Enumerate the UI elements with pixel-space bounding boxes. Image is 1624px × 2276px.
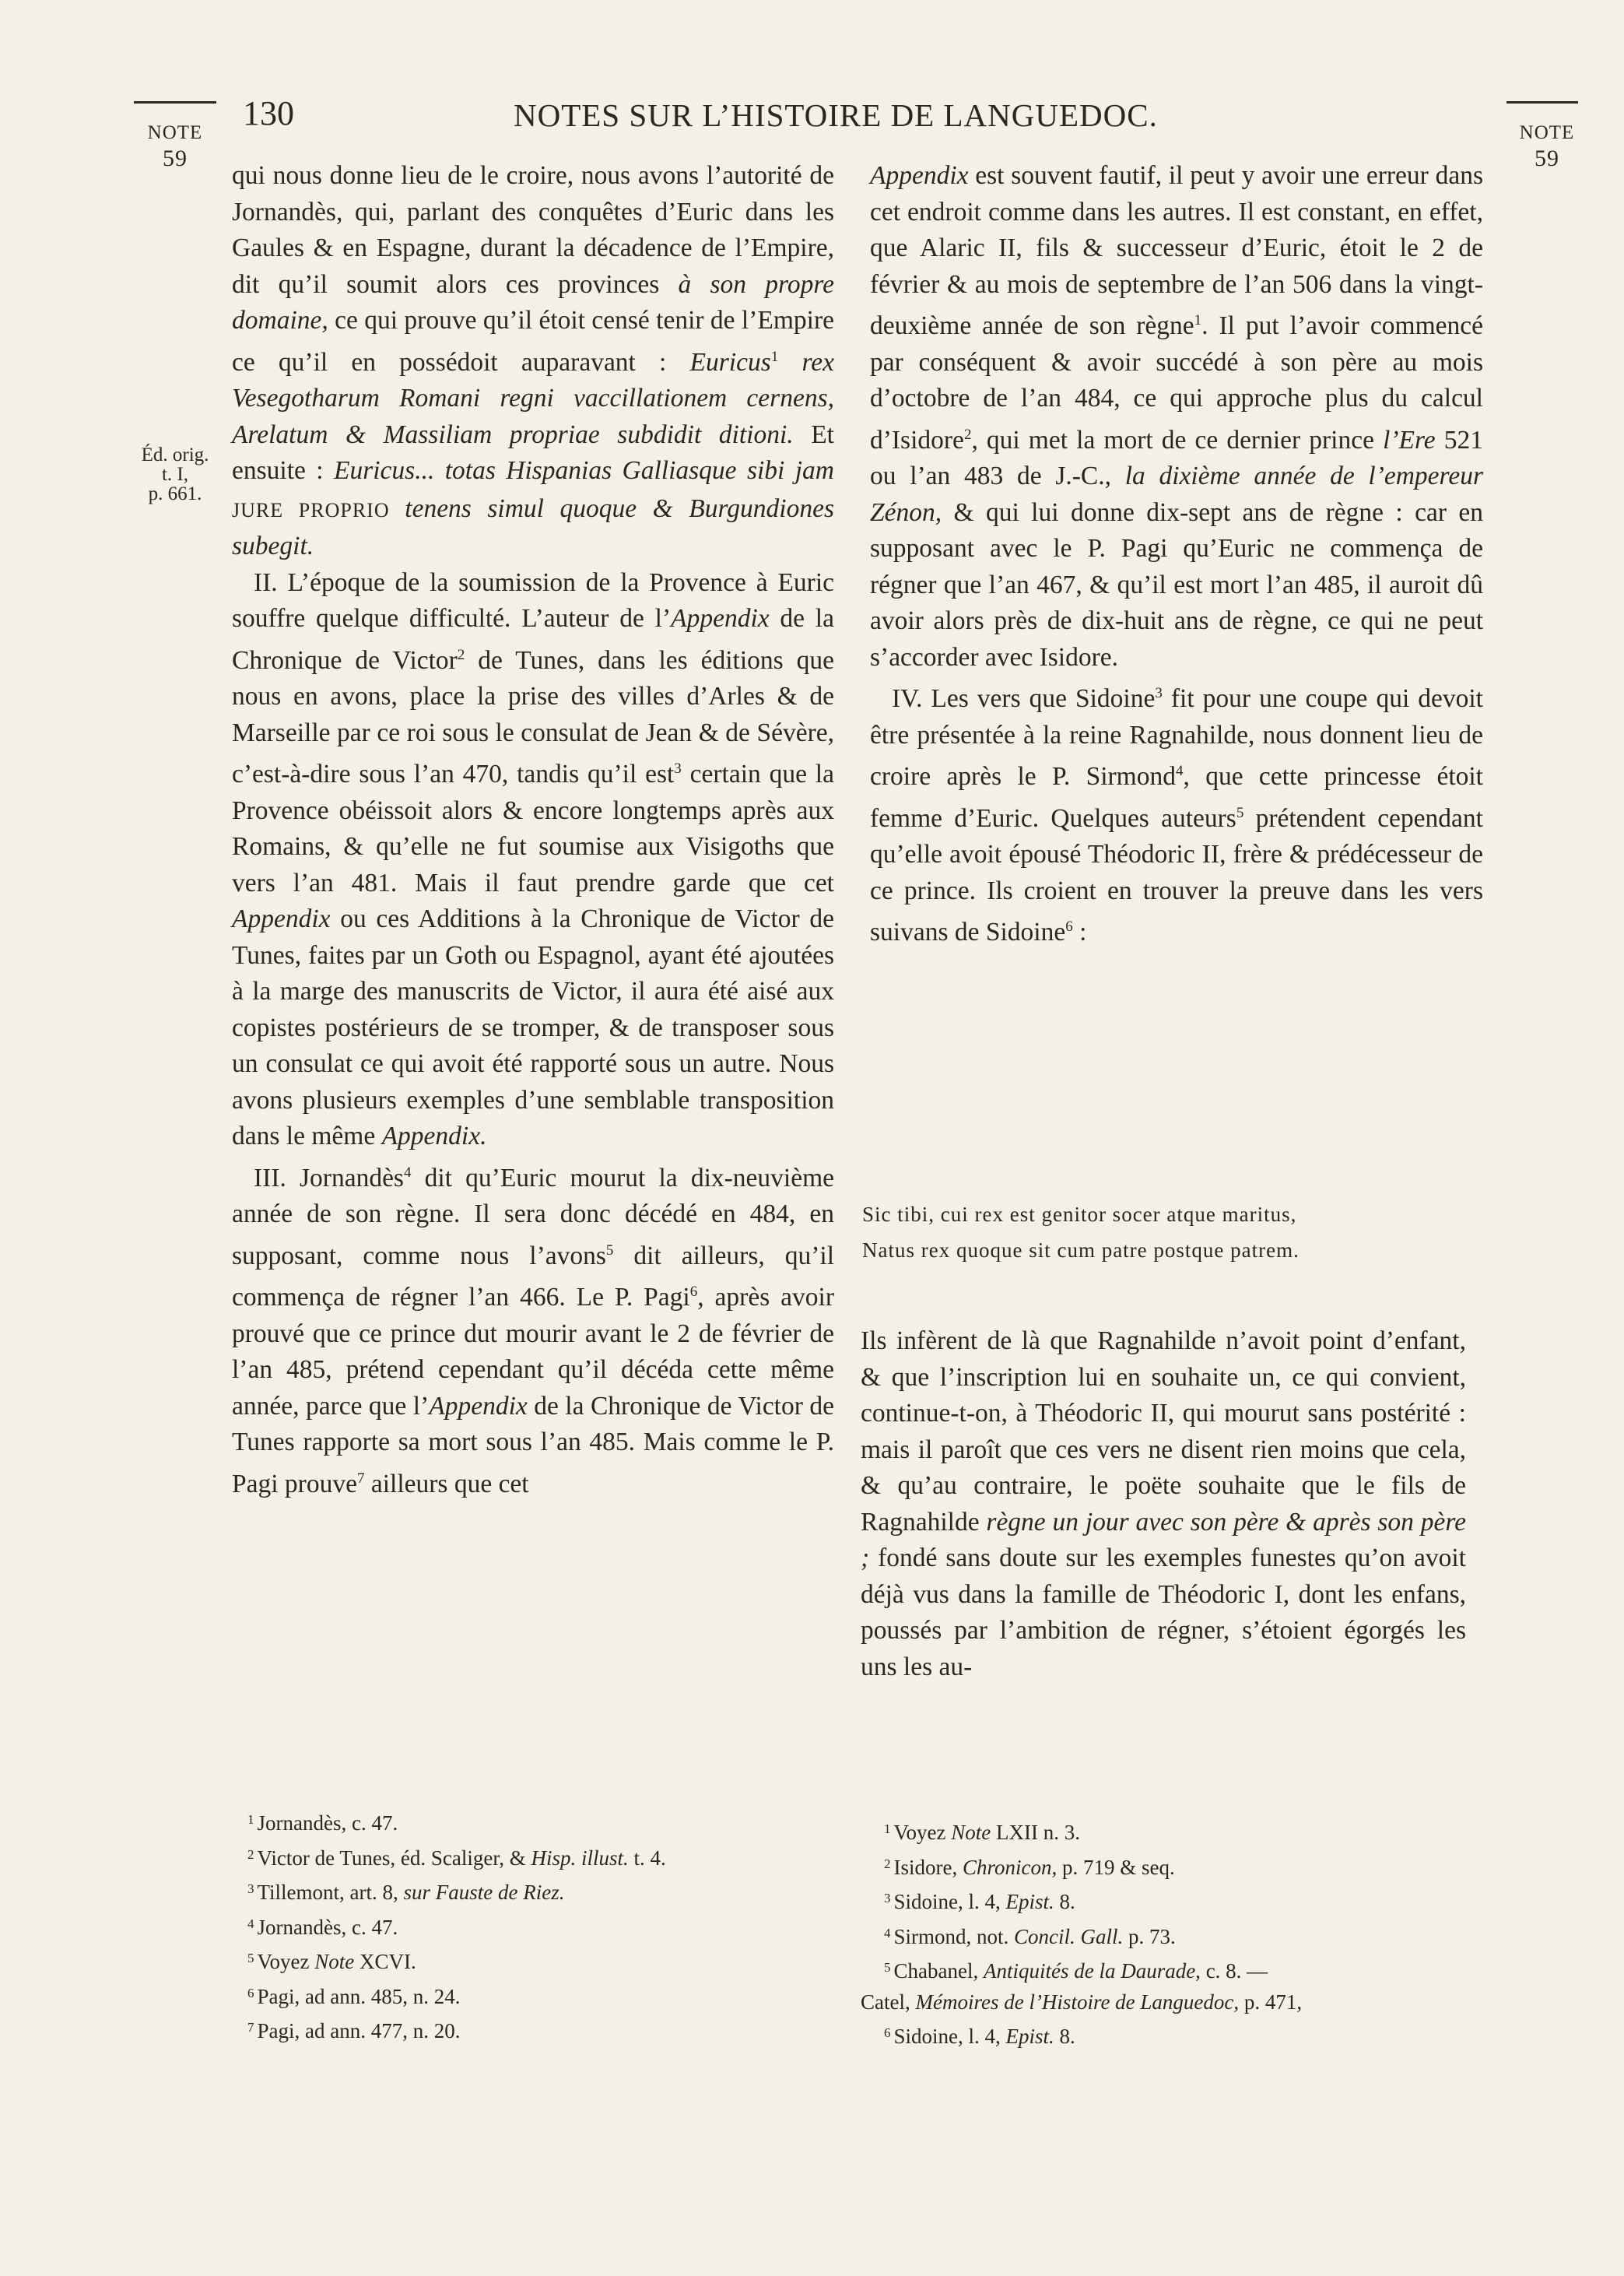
text-span: Hisp. illust. (531, 1846, 629, 1870)
text-span: : (1072, 918, 1087, 947)
footnote-ref: 1 (1194, 312, 1202, 328)
text-span: Epist. (1005, 2025, 1054, 2048)
text-span: p. 471, (1239, 1990, 1303, 2014)
footnote (247, 2012, 839, 2047)
text-span: Catel, (861, 1990, 916, 2014)
text-span: Chabanel, (893, 1959, 984, 1983)
text-span: Isidore, (893, 1855, 963, 1879)
footnote (861, 1918, 1483, 1953)
footnote (247, 1943, 839, 1978)
text-span: Euricus... totas Hispanias Galliasque sibi jam (333, 456, 834, 485)
footnote-ref: 6 (689, 1284, 698, 1300)
text-span: rex Vesegotharum Romani regni vaccillationem cernens, Arelatum & Massiliam propriae subdidit ditioni. (232, 347, 834, 449)
text-span: Note (314, 1950, 355, 1973)
right-paragraph-2 (870, 676, 1483, 951)
footnote-number: 1 (247, 1812, 254, 1827)
text-span: est souvent fautif, il peut y avoir une erreur dans cet endroit comme dans les autres. Il est constant, en effet, que Alaric II, fils & successeur d’Euric, étoit le 2 de février & au mois de septembre de l’an 506 dans la vingt-deuxième année de son règne (870, 161, 1483, 340)
edition-reference-line3: p. 661. (148, 483, 202, 504)
note-label-left (134, 123, 216, 170)
text-span: Note (951, 1821, 991, 1844)
text-span: tenens simul quoque & Burgundiones subegit. (232, 493, 834, 560)
footnote (247, 1978, 839, 2013)
footnote-ref: 3 (1155, 685, 1163, 701)
footnote-number: 3 (247, 1881, 254, 1896)
verse-line: Natus rex quoque sit cum patre postque patrem. (862, 1238, 1300, 1262)
text-span: prétendent cependant qu’elle avoit épousé Théodoric II, frère & prédécesseur de ce prince. Ils croient en trouver la preuve dans les vers suivans de Sidoine (870, 803, 1483, 947)
text-span: Appendix (671, 604, 770, 633)
footnote-ref: 4 (1176, 763, 1184, 779)
text-span: LXII n. 3. (991, 1821, 1080, 1844)
text-span: de la Chronique de Victor de Tunes rapporte sa mort sous l’an 485. Mais comme le P. Pagi prouve (232, 1391, 834, 1498)
text-span: ou ces Additions à la Chronique de Victor de Tunes, faites par un Goth ou Espagnol, ayant été ajoutées à la marge des manuscrits de Victor, il aura été aisé aux copistes postérieurs de se tromper, & de transposer sous un consulat ce qui avoit été rapporté sous un autre. Nous avons plusieurs exemples d’une semblable transposition dans le même (232, 904, 834, 1150)
left-column (232, 158, 834, 1502)
footnote (247, 1874, 839, 1909)
text-span: certain que la Provence obéissoit alors & encore longtemps après aux Romains, & qu’elle ne fut soumise aux Visigoths que vers l’an 481. Mais il faut prendre garde que cet (232, 760, 834, 897)
text-span: , que cette princesse étoit femme d’Euric. Quelques auteurs (870, 762, 1483, 833)
text-span: IV. Les vers que Sidoine (892, 684, 1156, 713)
text-span: à son propre domaine, (232, 269, 834, 335)
left-paragraph-1 (232, 158, 834, 565)
text-span: , qui met la mort de ce dernier prince (971, 425, 1384, 455)
footnote-ref: 7 (356, 1470, 365, 1487)
text-span: dit ailleurs, qu’il commença de régner l’an 466. Le P. Pagi (232, 1241, 834, 1312)
footnote-ref: 3 (674, 760, 682, 777)
text-span: Tillemont, art. 8, (257, 1881, 404, 1904)
text-span: Appendix. (381, 1122, 487, 1150)
text-span: dit qu’Euric mourut la dix-neuvième année de son règne. Il sera donc décédé en 484, en supposant, comme nous l’avons (232, 1163, 835, 1270)
edition-reference-line2: t. I, (161, 464, 189, 485)
text-span: Voyez (257, 1950, 315, 1973)
footnote-number: 3 (884, 1891, 891, 1905)
text-span: Jornandès, c. 47. (257, 1811, 398, 1835)
text-span: Appendix (429, 1391, 528, 1421)
text-span: t. 4. (628, 1846, 666, 1870)
text-span: Et ensuite : (232, 420, 834, 485)
footnote-number: 2 (884, 1856, 891, 1871)
text-span: p. 73. (1123, 1924, 1176, 1948)
text-span: Sidoine, l. 4, (893, 2025, 1006, 2048)
right-paragraph-3 (861, 1323, 1466, 1685)
text-span: 8. (1054, 2025, 1075, 2048)
text-span: Concil. Gall. (1014, 1924, 1124, 1948)
footnote-ref: 1 (770, 348, 779, 365)
footnote (861, 1883, 1483, 1918)
text-span: Euricus (689, 347, 771, 377)
left-paragraph-2 (232, 565, 834, 1155)
footnote (247, 1909, 839, 1944)
footnote-number: 5 (247, 1951, 254, 1965)
text-span: . Il put l’avoir commencé par conséquent & avoir succédé à son père au mois d’octobre de l’an 484, ce qui approche plus du calcul d’Isidore (870, 311, 1483, 455)
text-span: p. 719 & seq. (1057, 1855, 1175, 1879)
text-span: 8. (1054, 1890, 1075, 1913)
text-span: règne un jour avec son père & après son père ; (861, 1507, 1466, 1572)
text-span: de la Chronique de Victor (232, 604, 834, 675)
text-span: , après avoir prouvé que ce prince dut mourir avant le 2 de février de l’an 485, prétend cependant qu’il décéda cette même année, parce que l’ (232, 1283, 835, 1421)
text-span: qui nous donne lieu de le croire, nous avons l’autorité de Jornandès, qui, parlant des conquêtes d’Euric dans les Gaules & en Espagne, durant la décadence de l’Empire, dit qu’il soumit alors ces provinces (232, 161, 834, 299)
edition-reference (125, 445, 226, 504)
text-span: Voyez (893, 1821, 952, 1844)
footnote-number: 4 (884, 1925, 891, 1941)
text-span: 521 ou l’an 483 de J.-C., (870, 425, 1483, 490)
header-rule-left (134, 101, 216, 104)
text-span: de Tunes, dans les éditions que nous en avons, place la prise des villes d’Arles & de Marseille par ce roi sous le consulat de Jean & de Sévère, c’est-à-dire sous l’an 470, tandis qu’il est (232, 645, 834, 789)
text-span: Chronicon, (962, 1855, 1058, 1879)
right-column-bottom (861, 1323, 1466, 1685)
footnote-continuation (861, 1987, 1483, 2018)
text-span: Victor de Tunes, éd. Scaliger, & (257, 1846, 531, 1870)
text-span: XCVI. (354, 1950, 416, 1973)
text-span: Jornandès, c. 47. (257, 1915, 398, 1939)
note-number-right: 59 (1535, 146, 1559, 171)
text-span: la dixième année de l’empereur Zénon, (870, 462, 1483, 527)
running-title: NOTES SUR L’HISTOIRE DE LANGUEDOC. (514, 97, 1158, 133)
footnote-ref: 2 (963, 426, 972, 443)
footnote-number: 6 (884, 2025, 891, 2040)
text-span: & qui lui donne dix-sept ans de règne : car en supposant avec le P. Pagi qu’Euric ne commença de régner que l’an 467, & qu’il est mort l’an 485, il auroit dû avoir alors près de dix-huit ans de règne, ce qui ne peut s’accorder avec Isidore. (870, 497, 1483, 672)
text-span: Sidoine, l. 4, (893, 1890, 1006, 1913)
note-number-left: 59 (163, 146, 188, 171)
footnote (861, 1814, 1483, 1849)
text-span: ailleurs que cet (364, 1469, 529, 1498)
text-span: ce qui prouve qu’il étoit censé tenir de l’Empire ce qu’il en possédoit auparavant : (232, 306, 834, 377)
text-span: Pagi, ad ann. 485, n. 24. (257, 1984, 461, 2008)
page-number: 130 (243, 94, 294, 132)
right-column-top (870, 158, 1483, 951)
text-span: III. Jornandès (254, 1163, 404, 1192)
footnotes-left (247, 1804, 839, 2047)
footnote-number: 7 (247, 2020, 254, 2035)
footnote-number: 6 (247, 1985, 254, 2000)
note-label-right-text: NOTE (1519, 122, 1575, 143)
text-span: Antiquités de la Daurade, (983, 1959, 1201, 1983)
footnotes-right (861, 1814, 1483, 2053)
footnote-number: 5 (884, 1960, 891, 1975)
footnote-ref: 6 (1065, 918, 1073, 935)
footnote (861, 1849, 1483, 1884)
footnote-ref: 2 (457, 646, 465, 663)
verse-quotation (862, 1196, 1485, 1268)
text-span: JURE PROPRIO (232, 498, 405, 522)
left-paragraph-3 (232, 1155, 834, 1503)
text-span: Ils infèrent de là que Ragnahilde n’avoit point d’enfant, & que l’inscription lui en souhaite un, ce qui convient, continue-t-on, à Théodoric II, qui mourut sans postérité : mais il paroît que ces vers ne disent rien moins que cela, & qu’au contraire, le poëte souhaite que le fils de Ragnahilde (861, 1326, 1466, 1537)
footnote-ref: 4 (403, 1164, 412, 1181)
text-span: Appendix (870, 161, 969, 190)
text-span: Mémoires de l’Histoire de Languedoc, (915, 1990, 1240, 2014)
footnote (861, 2018, 1483, 2053)
footnote (861, 1952, 1483, 1987)
edition-reference-line1: Éd. orig. (141, 444, 209, 465)
verse-line: Sic tibi, cui rex est genitor socer atque maritus, (862, 1203, 1297, 1226)
note-label-right (1508, 123, 1586, 170)
text-span: II. L’époque de la soumission de la Provence à Euric souffre quelque difficulté. L’auteur de l’ (232, 567, 834, 633)
footnote-number: 4 (247, 1916, 254, 1931)
note-label-left-text: NOTE (147, 122, 203, 143)
footnote-number: 1 (884, 1821, 891, 1836)
text-span: l’Ere (1383, 425, 1436, 455)
header-rule-right (1506, 101, 1578, 104)
text-span: fondé sans doute sur les exemples funestes qu’on avoit déjà vus dans la famille de Théodoric I, dont les enfans, poussés par l’ambition de régner, s’étoient égorgés les uns les au- (861, 1544, 1466, 1681)
footnote (247, 1839, 839, 1874)
text-span: Appendix (232, 904, 331, 933)
footnote-number: 2 (247, 1846, 254, 1862)
text-span: sur Fauste de Riez. (403, 1881, 565, 1904)
text-span: fit pour une coupe qui devoit être présentée à la reine Ragnahilde, nous donnent lieu de croire après le P. Sirmond (870, 684, 1483, 791)
footnote (247, 1804, 839, 1839)
text-span: Pagi, ad ann. 477, n. 20. (257, 2019, 461, 2042)
text-span: Sirmond, not. (893, 1924, 1015, 1948)
text-span: c. 8. — (1200, 1959, 1268, 1983)
text-span: Epist. (1005, 1890, 1054, 1913)
footnote-ref: 5 (1236, 804, 1244, 821)
right-paragraph-1 (870, 158, 1483, 676)
footnote-ref: 5 (605, 1242, 614, 1259)
